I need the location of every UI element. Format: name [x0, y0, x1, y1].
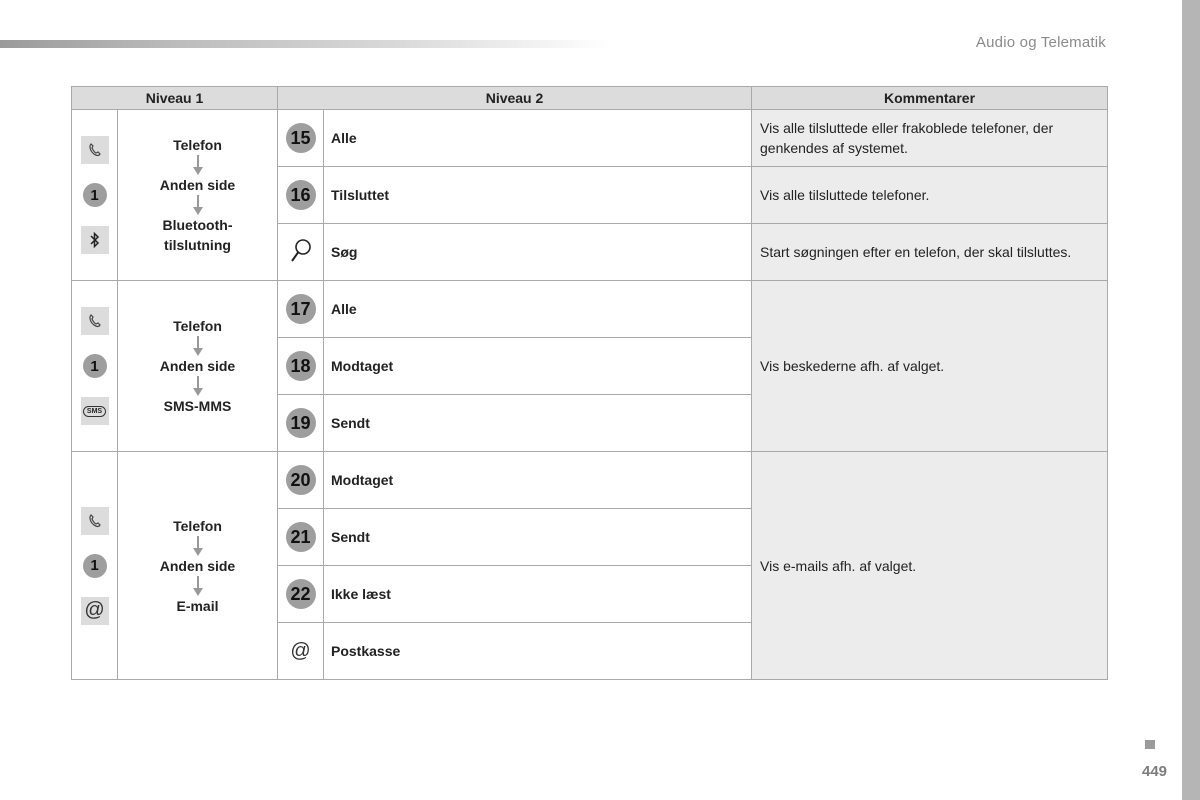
arrow-down-icon: [192, 376, 204, 396]
badge-cell: [278, 338, 324, 395]
level1-flow-email: [118, 452, 278, 680]
badge-cell: [278, 224, 324, 281]
menu-item-label: Sendt: [324, 509, 752, 566]
page-number: 449: [1142, 763, 1168, 780]
flow-item: E-mail: [176, 597, 219, 614]
flow-item: SMS-MMS: [163, 398, 232, 414]
level1-icons-sms: [72, 281, 118, 452]
badge-cell: [278, 167, 324, 224]
header-kommentarer: Kommentarer: [752, 87, 1108, 110]
level1-icons-bluetooth: [72, 110, 118, 281]
at-icon: @: [290, 639, 311, 662]
sms-icon: [81, 397, 109, 425]
item-number-badge: 22: [286, 579, 316, 609]
item-number-badge: 19: [286, 408, 316, 438]
menu-table: [71, 86, 1108, 680]
flow-item: Bluetooth- tilslutning: [162, 217, 233, 253]
phone-icon: [81, 307, 109, 335]
step-badge: 1: [83, 354, 107, 378]
menu-item-label: Modtaget: [324, 452, 752, 509]
table-row: [72, 110, 1108, 167]
level1-icons-email: [72, 452, 118, 680]
menu-item-label: Sendt: [324, 395, 752, 452]
arrow-down-icon: [192, 536, 204, 556]
flow-item: Telefon: [173, 517, 222, 534]
comment-text: Start søgningen efter en telefon, der skal tilsluttes.: [752, 224, 1108, 281]
step-badge: 1: [83, 554, 107, 578]
badge-cell: [278, 395, 324, 452]
level1-flow-bluetooth: [118, 110, 278, 281]
page-edge-strip: [1182, 0, 1200, 800]
item-number-badge: 21: [286, 522, 316, 552]
flow-item: Telefon: [173, 137, 222, 153]
sms-icon-label: SMS: [83, 406, 106, 417]
menu-item-label: Alle: [324, 281, 752, 338]
badge-cell: [278, 452, 324, 509]
page-marker: [1145, 740, 1155, 749]
item-number-badge: 15: [286, 123, 316, 153]
flow-item: Anden side: [159, 358, 236, 374]
table-row: [72, 452, 1108, 509]
phone-icon: [81, 507, 109, 535]
item-number-badge: 17: [286, 294, 316, 324]
step-badge: 1: [83, 183, 107, 207]
search-icon: [289, 238, 313, 264]
arrow-down-icon: [192, 576, 204, 596]
comment-text: Vis alle tilsluttede eller frakoblede telefoner, der genkendes af systemet.: [752, 110, 1108, 167]
flow-item: Anden side: [159, 177, 236, 193]
table-row: [72, 281, 1108, 338]
item-number-badge: 18: [286, 351, 316, 381]
section-title: Audio og Telematik: [975, 34, 1106, 51]
at-icon: @: [81, 597, 109, 625]
flow-item: Anden side: [159, 557, 236, 574]
item-number-badge: 20: [286, 465, 316, 495]
menu-item-label: Modtaget: [324, 338, 752, 395]
flow-item: Telefon: [173, 318, 222, 334]
badge-cell: [278, 566, 324, 623]
menu-item-label: Tilsluttet: [324, 167, 752, 224]
badge-cell: [278, 110, 324, 167]
arrow-down-icon: [192, 336, 204, 356]
comment-text: Vis beskederne afh. af valget.: [752, 281, 1108, 452]
header-gradient-bar: [0, 40, 610, 48]
menu-item-label: Søg: [324, 224, 752, 281]
phone-icon: [81, 136, 109, 164]
menu-item-label: Alle: [324, 110, 752, 167]
badge-cell: [278, 509, 324, 566]
level1-flow-sms: [118, 281, 278, 452]
menu-item-label: Ikke læst: [324, 566, 752, 623]
comment-text: Vis e-mails afh. af valget.: [752, 452, 1108, 680]
header-niveau-1: Niveau 1: [72, 87, 278, 110]
badge-cell: [278, 281, 324, 338]
arrow-down-icon: [192, 195, 204, 215]
item-number-badge: 16: [286, 180, 316, 210]
arrow-down-icon: [192, 155, 204, 175]
badge-cell: [278, 623, 324, 680]
comment-text: Vis alle tilsluttede telefoner.: [752, 167, 1108, 224]
bluetooth-icon: [81, 226, 109, 254]
table-header-row: [72, 87, 1108, 110]
menu-item-label: Postkasse: [324, 623, 752, 680]
header-niveau-2: Niveau 2: [278, 87, 752, 110]
